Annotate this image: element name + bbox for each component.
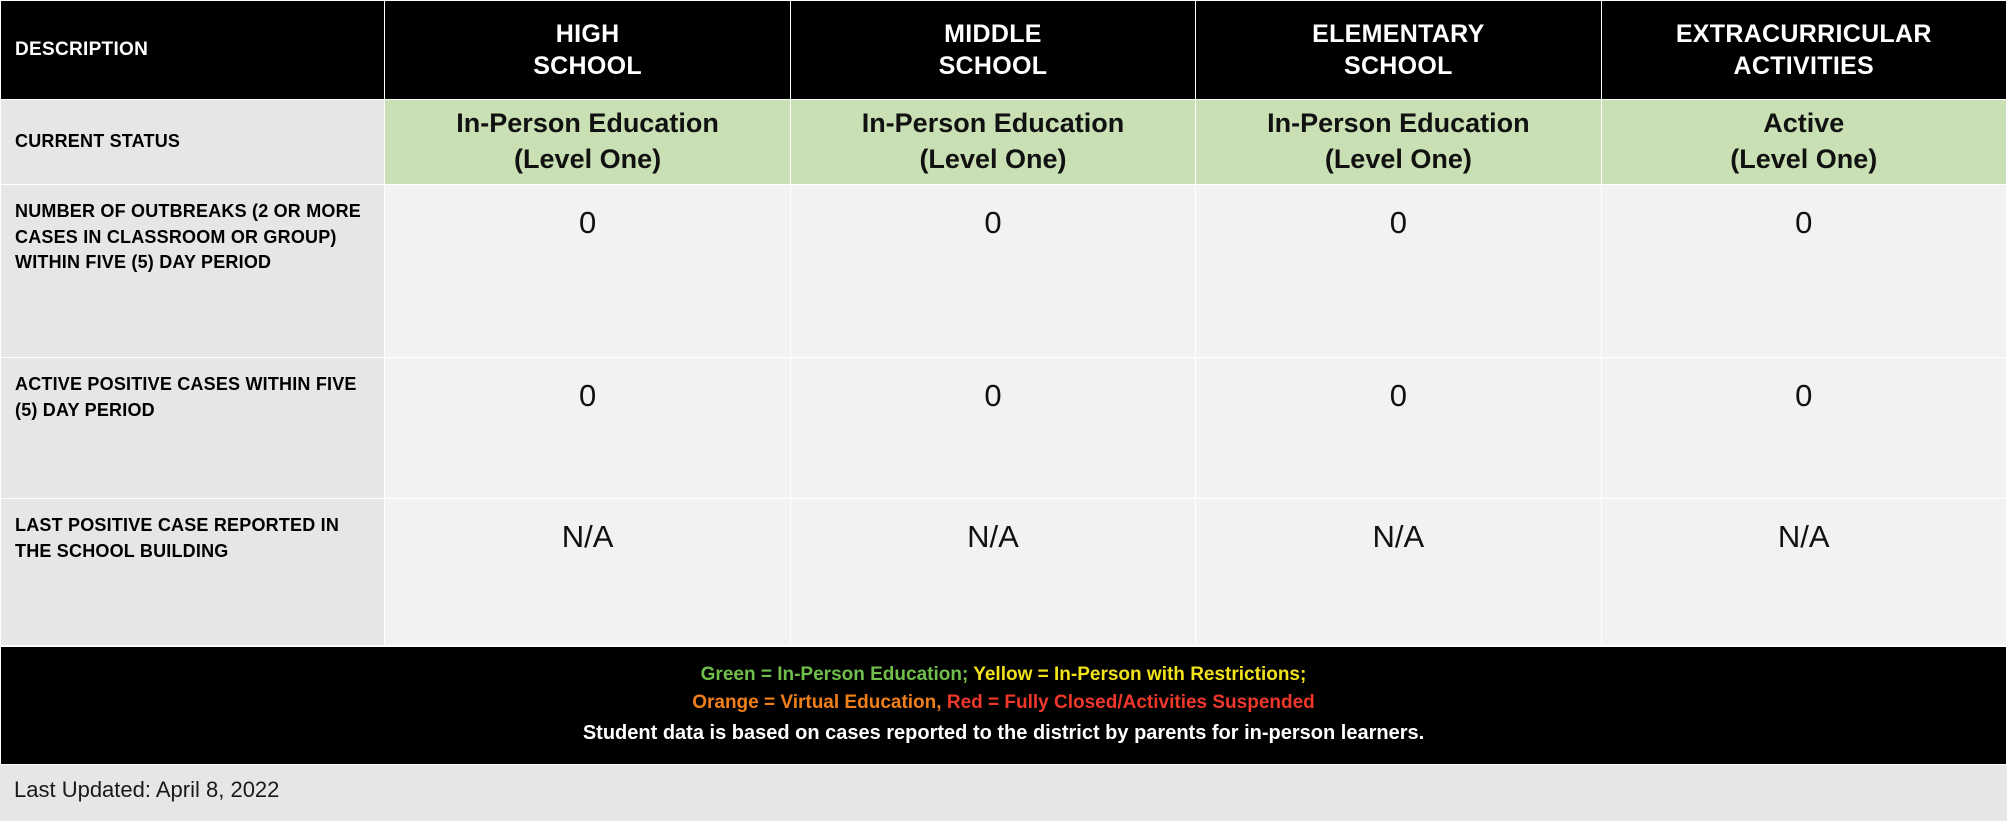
column-header-extracurricular-line2: ACTIVITIES [1733,52,1875,80]
cell-last-case-high-school: N/A [385,499,790,646]
cell-active-cases-middle-school: 0 [790,358,1195,499]
cell-current-status-high-school [385,100,790,185]
column-header-extracurricular-activities [1601,1,2006,100]
column-header-middle-school-line1: MIDDLE [944,20,1042,48]
table-row-last-positive-case [1,499,2007,646]
cell-current-status-elementary-school [1196,100,1601,185]
row-label-outbreaks: NUMBER OF OUTBREAKS (2 OR MORE CASES IN CLASSROOM OR GROUP) WITHIN FIVE (5) DAY PERIOD [1,185,385,358]
legend-orange-text: Orange = Virtual Education, [692,691,942,713]
table-row-current-status [1,100,2007,185]
cell-current-status-extracurricular-line1: Active [1763,107,1845,138]
cell-current-status-high-school-line1: In-Person Education [456,107,719,138]
column-header-high-school [385,1,790,100]
cell-outbreaks-middle-school: 0 [790,185,1195,358]
cell-current-status-extracurricular [1601,100,2006,185]
cell-current-status-middle-school-line2: (Level One) [919,143,1067,174]
row-label-active-positive-cases: ACTIVE POSITIVE CASES WITHIN FIVE (5) DAY PERIOD [1,358,385,499]
legend-yellow-text: Yellow = In-Person with Restrictions; [973,664,1307,685]
cell-current-status-extracurricular-line2: (Level One) [1730,143,1878,174]
cell-active-cases-extracurricular: 0 [1601,358,2006,499]
cell-last-case-middle-school: N/A [790,499,1195,646]
row-label-current-status: CURRENT STATUS [1,100,385,185]
cell-active-cases-high-school: 0 [385,358,790,499]
legend-line-one [11,661,1996,689]
legend-note: Student data is based on cases reported to the district by parents for in-person learners. [582,722,1425,745]
legend-red-text: Red = Fully Closed/Activities Suspended [946,691,1315,713]
column-header-elementary-school-line1: ELEMENTARY [1312,20,1485,48]
cell-outbreaks-extracurricular: 0 [1601,185,2006,358]
column-header-elementary-school-line2: SCHOOL [1343,52,1453,80]
table-body [1,100,2007,646]
cell-last-case-elementary-school: N/A [1196,499,1601,646]
legend-line-two [11,689,1996,717]
cell-current-status-middle-school-line1: In-Person Education [861,107,1125,138]
table-header [1,1,2007,100]
column-header-high-school-line1: HIGH [555,20,620,48]
column-header-elementary-school [1196,1,1601,100]
table-row-active-positive-cases [1,358,2007,499]
row-label-last-positive-case: LAST POSITIVE CASE REPORTED IN THE SCHOOL BUILDING [1,499,385,646]
cell-current-status-high-school-line2: (Level One) [514,143,662,174]
last-updated-bar [0,765,2007,821]
table-header-row [1,1,2007,100]
column-header-middle-school-line2: SCHOOL [938,52,1048,80]
column-header-middle-school [790,1,1195,100]
cell-outbreaks-elementary-school: 0 [1196,185,1601,358]
cell-current-status-elementary-school-line2: (Level One) [1324,143,1472,174]
column-header-description-label: DESCRIPTION [15,39,149,60]
column-header-high-school-line2: SCHOOL [533,52,642,80]
cell-current-status-middle-school [790,100,1195,185]
cell-current-status-elementary-school-line1: In-Person Education [1267,107,1530,138]
column-header-extracurricular-line1: EXTRACURRICULAR [1675,20,1932,48]
legend-panel [0,646,2007,765]
last-updated-label: Last Updated: April 8, 2022 [14,777,280,803]
cell-last-case-extracurricular: N/A [1601,499,2006,646]
cell-active-cases-elementary-school: 0 [1196,358,1601,499]
legend-green-text: Green = In-Person Education; [700,664,969,685]
column-header-description [1,1,385,100]
table-row-outbreaks [1,185,2007,358]
cell-outbreaks-high-school: 0 [385,185,790,358]
